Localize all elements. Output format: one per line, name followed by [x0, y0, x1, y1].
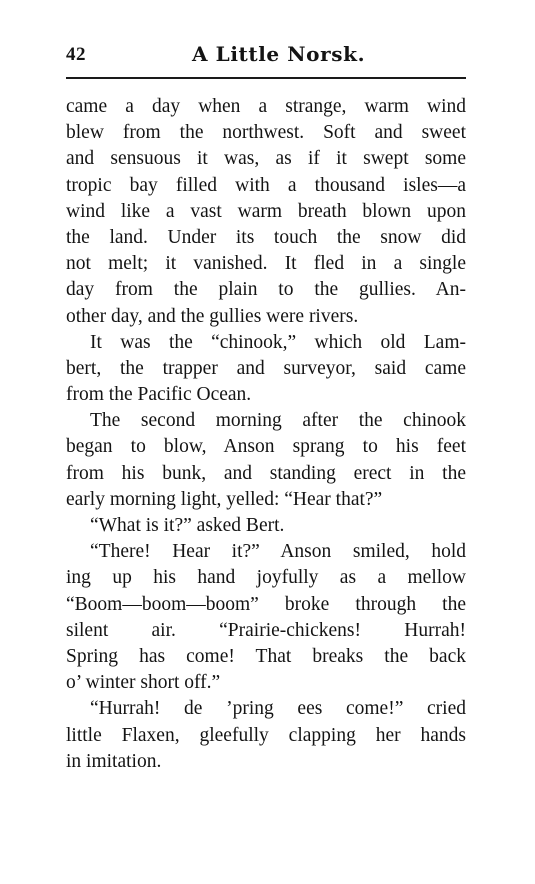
- text-line: early morning light, yelled: “Hear that?”: [66, 488, 383, 510]
- text-line: from his bunk, and standing erect in the: [66, 462, 466, 484]
- text-line: little Flaxen, gleefully clapping her hands: [66, 724, 466, 746]
- text-line: “Hurrah! de ’pring ees come!” cried: [90, 698, 466, 720]
- header-rule: [66, 77, 466, 79]
- text-line: “Boom—boom—boom” broke through the: [66, 593, 466, 615]
- text-line: o’ winter short off.”: [66, 672, 221, 694]
- text-line: from the Pacific Ocean.: [66, 384, 252, 406]
- text-line: It was the “chinook,” which old Lam-: [90, 331, 466, 353]
- text-line: began to blow, Anson sprang to his feet: [66, 436, 466, 458]
- page-number: 42: [66, 44, 86, 65]
- running-title: A Little Norsk.: [192, 42, 366, 66]
- text-line: “What is it?” asked Bert.: [90, 515, 285, 536]
- body-text: [66, 94, 466, 775]
- text-line: tropic bay filled with a thousand isles—a: [66, 174, 466, 196]
- text-line: Spring has come! That breaks the back: [66, 645, 466, 667]
- text-line: other day, and the gullies were rivers.: [66, 305, 359, 327]
- text-line: came a day when a strange, warm wind: [66, 96, 466, 117]
- text-line: bert, the trapper and surveyor, said came: [66, 357, 466, 379]
- text-line: not melt; it vanished. It fled in a single: [66, 253, 466, 275]
- text-line: silent air. “Prairie-chickens! Hurrah!: [66, 619, 466, 641]
- text-line: wind like a vast warm breath blown upon: [66, 200, 466, 222]
- page-header: [66, 40, 466, 70]
- text-line: “There! Hear it?” Anson smiled, hold: [90, 541, 466, 563]
- text-line: in imitation.: [66, 750, 162, 772]
- text-line: ing up his hand joyfully as a mellow: [66, 567, 466, 589]
- text-line: the land. Under its touch the snow did: [66, 226, 466, 248]
- text-line: The second morning after the chinook: [90, 410, 466, 432]
- text-line: day from the plain to the gullies. An-: [66, 279, 466, 301]
- text-line: blew from the northwest. Soft and sweet: [66, 122, 466, 144]
- text-line: and sensuous it was, as if it swept some: [66, 148, 466, 170]
